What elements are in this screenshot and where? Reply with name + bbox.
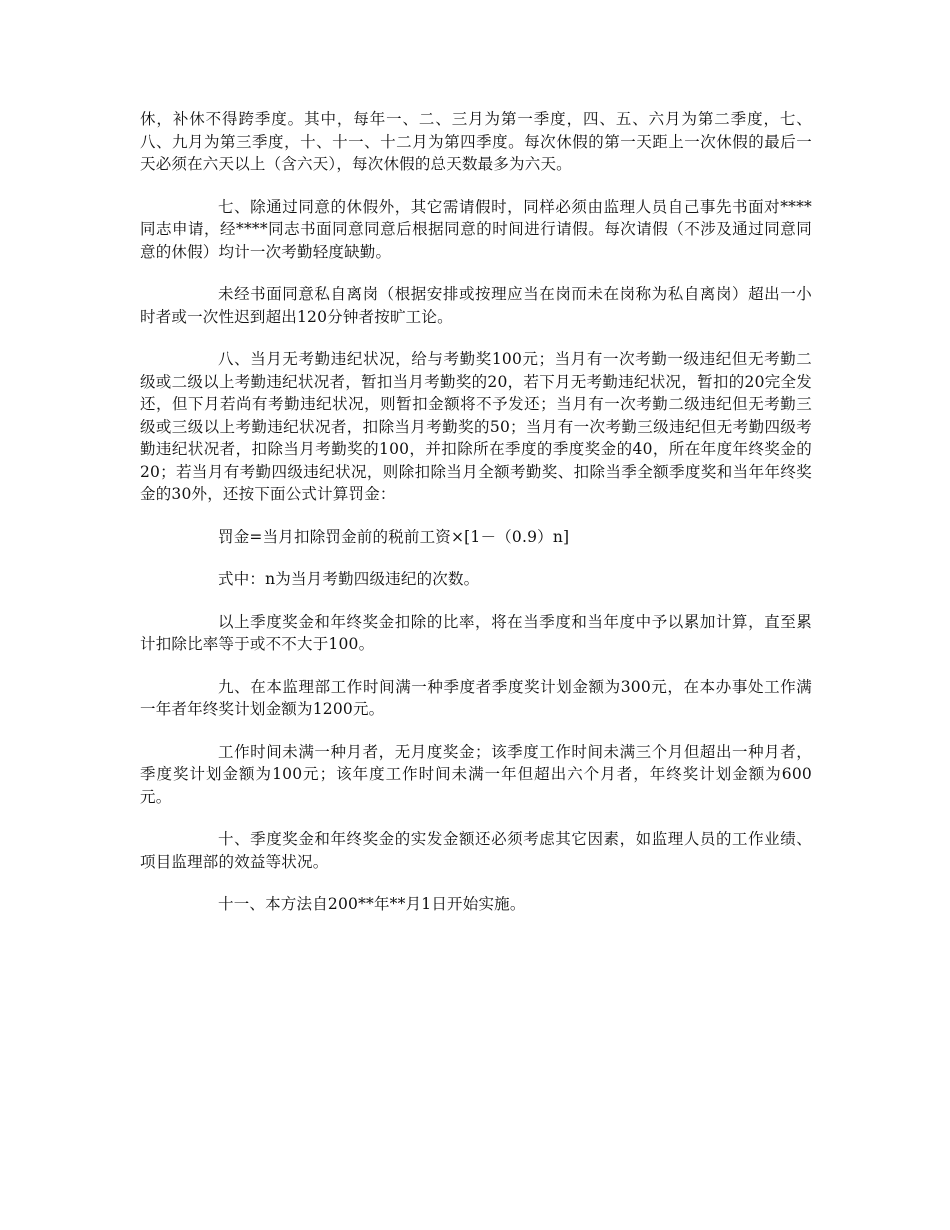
paragraph-unauthorized-leave: 未经书面同意私自离岗（根据安排或按理应当在岗而未在岗称为私自离岗）超出一小时者或一次性迟到超出120分钟者按旷工论。 bbox=[140, 285, 812, 326]
paragraph-article-9: 九、在本监理部工作时间满一种季度者季度奖计划金额为300元，在本办事处工作满一年者年终奖计划金额为1200元。 bbox=[140, 677, 812, 718]
paragraph-article-11: 十一、本方法自200**年**月1日开始实施。 bbox=[218, 895, 526, 913]
paragraph-continuation: 休，补休不得跨季度。其中，每年一、二、三月为第一季度，四、五、六月为第二季度，七、八、九月为第三季度，十、十一、十二月为第四季度。每次休假的第一天距上一次休假的最后一天必须在六天以上（含六天），每次休假的总天数最多为六天。 bbox=[140, 110, 812, 173]
paragraph-deduction-ratio: 以上季度奖金和年终奖金扣除的比率，将在当季度和当年度中予以累加计算，直至累计扣除比率等于或不不大于100。 bbox=[140, 612, 812, 653]
document-body bbox=[140, 108, 812, 936]
paragraph-formula-note: 式中：n为当月考勤四级违纪的次数。 bbox=[218, 570, 480, 588]
paragraph-article-10: 十、季度奖金和年终奖金的实发金额还必须考虑其它因素，如监理人员的工作业绩、项目监理部的效益等状况。 bbox=[140, 830, 812, 871]
paragraph-article-7: 七、除通过同意的休假外，其它需请假时，同样必须由监理人员自己事先书面对****同志申请，经****同志书面同意同意后根据同意的时间进行请假。每次请假（不涉及通过同意同意的休假）均计一次考勤轻度缺勤。 bbox=[140, 197, 812, 261]
paragraph-partial-period: 工作时间未满一种月者，无月度奖金；该季度工作时间未满三个月但超出一种月者，季度奖计划金额为100元；该年度工作时间未满一年但超出六个月者，年终奖计划金额为600元。 bbox=[140, 742, 812, 806]
paragraph-article-8: 八、当月无考勤违纪状况，给与考勤奖100元；当月有一次考勤一级违纪但无考勤二级或二级以上考勤违纪状况者，暂扣当月考勤奖的20，若下月无考勤违纪状况，暂扣的20完全发还，但下月若尚有考勤违纪状况，则暂扣金额将不予发还；当月有一次考勤二级违纪但无考勤三级或三级以上考勤违纪状况者，扣除当月考勤奖的50；当月有一次考勤三级违纪但无考勤四级考勤违纪状况者，扣除当月考勤奖的100，并扣除所在季度的季度奖金的40，所在年度年终奖金的20；若当月有考勤四级违纪状况，则除扣除当月全额考勤奖、扣除当季全额季度奖和当年年终奖金的30外，还按下面公式计算罚金： bbox=[140, 350, 812, 503]
paragraph-penalty-formula: 罚金=当月扣除罚金前的税前工资×[1－（0.9）n] bbox=[218, 527, 570, 546]
